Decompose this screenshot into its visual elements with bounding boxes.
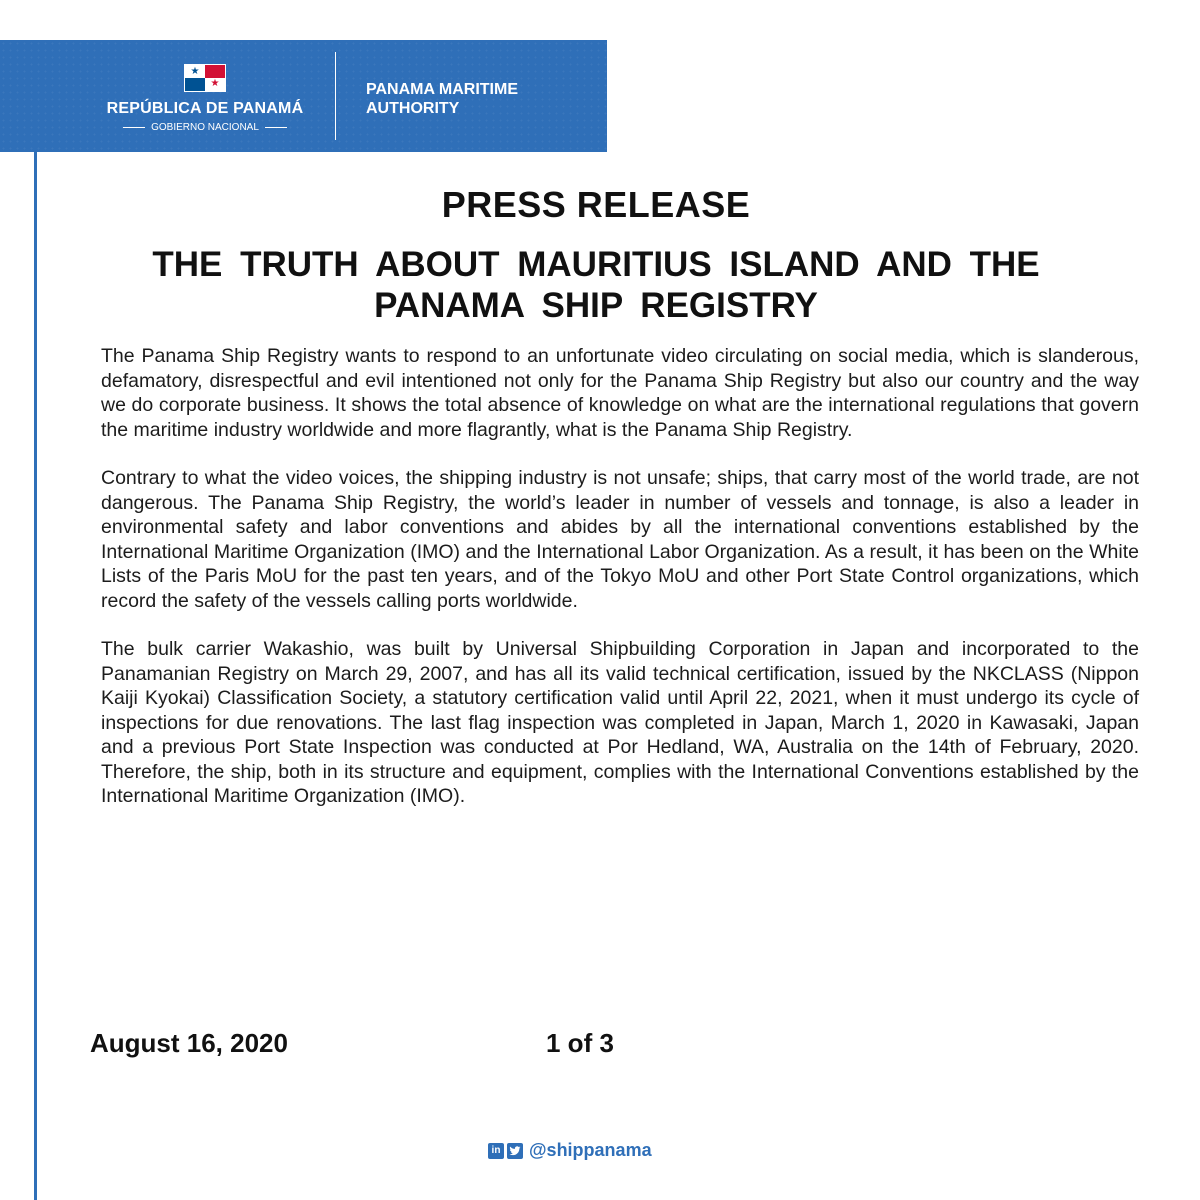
social-handle[interactable]: @shippanama (529, 1140, 652, 1160)
left-accent-rule (34, 152, 37, 1200)
page-indicator: 1 of 3 (546, 1028, 614, 1058)
government-subtitle-text: GOBIERNO NACIONAL (151, 122, 259, 133)
linkedin-icon[interactable]: in (488, 1143, 504, 1159)
social-footer (488, 1140, 652, 1161)
panama-flag-icon: ★ ★ (184, 64, 226, 92)
subtitle-dash-right (265, 127, 287, 128)
authority-line-2: AUTHORITY (366, 100, 460, 117)
paragraph-3: The bulk carrier Wakashio, was built by Universal Shipbuilding Corporation in Japan and incorporated to the Panamanian Registry on March 29, 2007, and has all its valid technical certification, issued by the NKCLASS (Nippon Kaiji Kyokai) Classification Society, a statutory certification valid until April 22, 2021, when it must undergo its cycle of inspections for due renovations. The last flag inspection was completed in Japan, March 1, 2020 in Kawasaki, Japan and a previous Port State Inspection was conducted at Por Hedland, WA, Australia on the 14th of February, 2020. Therefore, the ship, both in its structure and equipment, complies with the International Conventions established by the International Maritime Organization (IMO). (101, 638, 1139, 807)
twitter-icon[interactable] (507, 1143, 523, 1159)
subtitle-dash-left (123, 127, 145, 128)
release-date: August 16, 2020 (90, 1028, 288, 1058)
body-text (101, 344, 1139, 833)
headline (82, 244, 1110, 326)
headline-line-2: PANAMA SHIP REGISTRY (374, 286, 818, 325)
government-subtitle (101, 122, 309, 133)
government-name: REPÚBLICA DE PANAMÁ (106, 100, 304, 117)
press-release-label: PRESS RELEASE (441, 184, 751, 225)
header-divider (335, 52, 336, 140)
paragraph-2: Contrary to what the video voices, the shipping industry is not unsafe; ships, that carry most of the world trade, are not dangerous. The Panama Ship Registry, the world’s leader in number of vessels and tonnage, is also a leader in environmental safety and labor conventions and abides by all the international conventions established by the International Maritime Organization (IMO) and the International Labor Organization. As a result, it has been on the White Lists of the Paris MoU for the past ten years, and of the Tokyo MoU and other Port State Control organizations, which record the safety of the vessels calling ports worldwide. (101, 467, 1139, 612)
paragraph-1: The Panama Ship Registry wants to respond to an unfortunate video circulating on social media, which is slanderous, defamatory, disrespectful and evil intentioned not only for the Panama Ship Registry but also our country and the way we do corporate business. It shows the total absence of knowledge on what are the international regulations that govern the maritime industry worldwide and more flagrantly, what is the Panama Ship Registry. (101, 345, 1139, 441)
headline-line-1: THE TRUTH ABOUT MAURITIUS ISLAND AND THE (152, 245, 1040, 284)
authority-name (366, 80, 518, 118)
authority-line-1: PANAMA MARITIME (366, 81, 518, 98)
